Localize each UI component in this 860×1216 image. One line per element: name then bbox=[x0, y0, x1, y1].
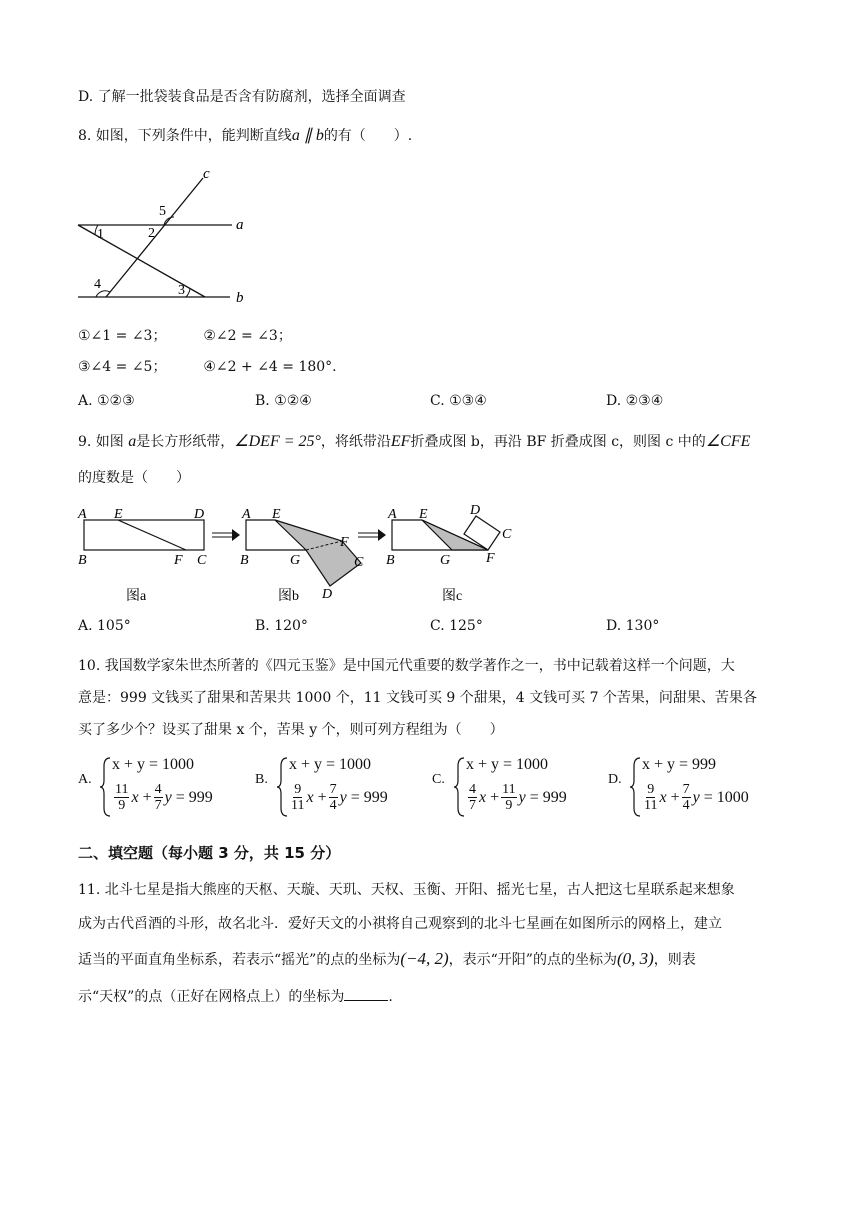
q9-stem-pre: 9. 如图 bbox=[78, 434, 124, 450]
fig-c-label-C: C bbox=[502, 527, 512, 542]
q9-stem-ef: EF bbox=[390, 433, 411, 450]
rhs: = 999 bbox=[175, 788, 213, 806]
fig-c-label-D: D bbox=[470, 503, 481, 518]
frac-den: 11 bbox=[291, 798, 305, 813]
q10-option-c-label: C. bbox=[432, 772, 445, 787]
q11-line3-mid: ，表示“开阳”的点的坐标为 bbox=[448, 952, 617, 968]
q11-line3 bbox=[78, 949, 696, 970]
fig-c-label-F: F bbox=[486, 551, 495, 566]
fig-b-label-G: G bbox=[290, 553, 301, 568]
fig-a-label-F: F bbox=[174, 553, 183, 568]
fig-a-label-E: E bbox=[114, 507, 123, 522]
q8-option-c[interactable]: C. ①③④ bbox=[430, 393, 487, 409]
q8-condition-3: ③∠4 = ∠5； bbox=[78, 359, 167, 375]
frac-num: 4 bbox=[469, 782, 476, 797]
fig-b-caption: 图b bbox=[278, 589, 299, 604]
label-c: c bbox=[203, 166, 210, 182]
q8-stem-post: 的有（ ）. bbox=[323, 128, 413, 144]
fig-c-label-B: B bbox=[386, 553, 395, 568]
q11-line3-pre: 适当的平面直角坐标系，若表示“摇光”的点的坐标为 bbox=[78, 952, 401, 968]
q11-coord-yaoguang: (−4, 2) bbox=[400, 949, 449, 968]
fig-b-label-A: A bbox=[242, 507, 251, 522]
q10-option-a-label: A. bbox=[78, 772, 92, 787]
q9-stem-angle: ∠DEF = 25° bbox=[234, 433, 321, 450]
rhs: = 999 bbox=[529, 788, 567, 806]
fig-b-label-D: D bbox=[322, 587, 333, 602]
fig-a-label-D: D bbox=[194, 507, 205, 522]
angle-3-arc bbox=[186, 289, 190, 297]
rhs: = 999 bbox=[350, 788, 388, 806]
frac-num: 9 bbox=[647, 782, 655, 797]
q8-condition-4: ④∠2 + ∠4 = 180°. bbox=[203, 359, 337, 375]
q9-option-b[interactable]: B. 120° bbox=[255, 618, 308, 634]
fig-b-label-C: C bbox=[354, 555, 364, 570]
q10-option-d-eq1: x + y = 999 bbox=[642, 756, 717, 773]
fig-b-label-E: E bbox=[272, 507, 281, 522]
frac-num: 4 bbox=[154, 782, 162, 797]
q11-coord-kaiyang: (0, 3) bbox=[616, 949, 654, 968]
fig-b-label-B: B bbox=[240, 553, 249, 568]
fig-b-label-F: F bbox=[340, 535, 349, 550]
label-a: a bbox=[236, 217, 244, 233]
q11-line4-end: . bbox=[388, 989, 393, 1005]
q10-option-a[interactable] bbox=[78, 756, 260, 816]
q7-option-d: D. 了解一批袋装食品是否含有防腐剂，选择全面调查 bbox=[78, 89, 406, 105]
q8-figure bbox=[70, 162, 270, 312]
q10-option-c-eq1: x + y = 1000 bbox=[466, 756, 549, 773]
fig-c-caption: 图c bbox=[442, 589, 463, 604]
q8-stem bbox=[78, 126, 412, 146]
frac-num: 7 bbox=[329, 782, 337, 797]
q10-option-d-label: D. bbox=[608, 772, 622, 787]
label-1: 1 bbox=[97, 227, 104, 242]
frac-den: 9 bbox=[505, 798, 513, 813]
answer-blank[interactable] bbox=[344, 986, 388, 1001]
q10-option-b-eq1: x + y = 1000 bbox=[289, 756, 372, 773]
q10-option-d-eq2: $\frac{9}{11}$ x + $\frac{7}{4}$ y = 1000 bbox=[644, 782, 749, 813]
section-2-heading: 二、填空题（每小题 3 分，共 15 分） bbox=[78, 844, 341, 862]
fig-c-label-E: E bbox=[419, 507, 428, 522]
q11-line2: 成为古代舀酒的斗形，故名北斗．爱好天文的小祺将自己观察到的北斗七星画在如图所示的网格上，建立 bbox=[78, 916, 722, 932]
q8-condition-2: ②∠2 = ∠3； bbox=[203, 328, 292, 344]
q10-option-c-eq2: $\frac{4}{7}$ x + $\frac{11}{9}$ y = 999 bbox=[469, 782, 567, 813]
q11-line4 bbox=[78, 986, 393, 1007]
label-5: 5 bbox=[159, 204, 166, 219]
q10-option-c[interactable] bbox=[432, 756, 614, 816]
fold-line-ef bbox=[118, 520, 186, 550]
q10-option-a-eq2: $\frac{11}{9}$ x + $\frac{4}{7}$ y = 999 bbox=[115, 782, 213, 813]
frac-den: 7 bbox=[154, 798, 162, 813]
q10-stem-line1: 10. 我国数学家朱世杰所著的《四元玉鉴》是中国元代重要的数学著作之一，书中记载着这样一个问题，大 bbox=[78, 658, 735, 674]
q9-stem-line2: 的度数是（ ） bbox=[78, 470, 190, 486]
q9-option-d[interactable]: D. 130° bbox=[606, 618, 660, 634]
q10-option-b[interactable] bbox=[255, 756, 437, 816]
q10-stem-line3: 买了多少个？设买了甜果 x 个，苦果 y 个，则可列方程组为（ ） bbox=[78, 722, 504, 738]
q9-figures bbox=[76, 500, 526, 610]
q9-option-a[interactable]: A. 105° bbox=[78, 618, 131, 634]
fig-a-label-C: C bbox=[197, 553, 207, 568]
frac-num: 9 bbox=[294, 782, 302, 797]
q10-stem-line2: 意是：999 文钱买了甜果和苦果共 1000 个，11 文钱可买 9 个甜果，4 文钱可买 7 个苦果，问甜果、苦果各 bbox=[78, 690, 757, 706]
frac-num: 7 bbox=[682, 782, 690, 797]
frac-num: 11 bbox=[502, 782, 516, 797]
arrow-b-to-c-icon bbox=[358, 529, 386, 541]
rhs: = 1000 bbox=[703, 788, 749, 806]
q8-stem-pre: 8. 如图，下列条件中，能判断直线 bbox=[78, 128, 292, 144]
q8-stem-math: a ∥ b bbox=[291, 127, 324, 144]
q11-line1: 11. 北斗七星是指大熊座的天枢、天璇、天玑、天权、玉衡、开阳、摇光七星，古人把这七星联系起来想象 bbox=[78, 882, 735, 898]
frac-den: 7 bbox=[469, 798, 476, 813]
fig-a-label-B: B bbox=[78, 553, 87, 568]
q9-figure-a bbox=[77, 507, 207, 604]
q8-option-a[interactable]: A. ①②③ bbox=[78, 393, 135, 409]
q8-option-d[interactable]: D. ②③④ bbox=[606, 393, 664, 409]
q9-stem-end: 折叠成图 b，再沿 BF 折叠成图 c，则图 c 中的 bbox=[410, 434, 706, 450]
fig-c-label-A: A bbox=[388, 507, 397, 522]
label-3: 3 bbox=[178, 283, 185, 298]
fig-a-caption: 图a bbox=[126, 589, 147, 604]
q10-option-b-eq2: $\frac{9}{11}$ x + $\frac{7}{4}$ y = 999 bbox=[291, 782, 388, 813]
frac-den: 4 bbox=[682, 798, 690, 813]
frac-den: 9 bbox=[118, 798, 126, 813]
q9-stem-post: ，将纸带沿 bbox=[320, 434, 391, 450]
q10-option-b-label: B. bbox=[255, 772, 268, 787]
q9-stem-mid: 是长方形纸带， bbox=[136, 434, 235, 450]
q8-conditions-row2 bbox=[78, 357, 337, 377]
fig-a-label-A: A bbox=[78, 507, 87, 522]
fig-c-label-G: G bbox=[440, 553, 451, 568]
frac-den: 4 bbox=[329, 798, 337, 813]
q10-option-d[interactable] bbox=[608, 756, 800, 816]
q8-condition-1: ①∠1 = ∠3； bbox=[78, 328, 167, 344]
frac-num: 11 bbox=[115, 782, 129, 797]
q8-conditions-row1 bbox=[78, 326, 292, 346]
q11-line4-text: 示“天权”的点（正好在网格点上）的坐标为 bbox=[78, 989, 345, 1005]
q9-stem-line1 bbox=[78, 432, 750, 452]
q9-stem-cfe: ∠CFE bbox=[705, 433, 751, 450]
q9-option-c[interactable]: C. 125° bbox=[430, 618, 483, 634]
arrow-a-to-b-icon bbox=[212, 529, 240, 541]
q9-stem-a: a bbox=[128, 433, 137, 450]
q10-option-a-eq1: x + y = 1000 bbox=[112, 756, 195, 773]
q9-figure-c bbox=[386, 503, 512, 604]
q11-line3-post: ，则表 bbox=[653, 952, 696, 968]
label-2: 2 bbox=[148, 226, 155, 241]
label-4: 4 bbox=[94, 277, 101, 292]
q9-figure-b bbox=[240, 507, 364, 604]
q8-option-b[interactable]: B. ①②④ bbox=[255, 393, 312, 409]
label-b: b bbox=[236, 290, 244, 306]
frac-den: 11 bbox=[644, 798, 658, 813]
